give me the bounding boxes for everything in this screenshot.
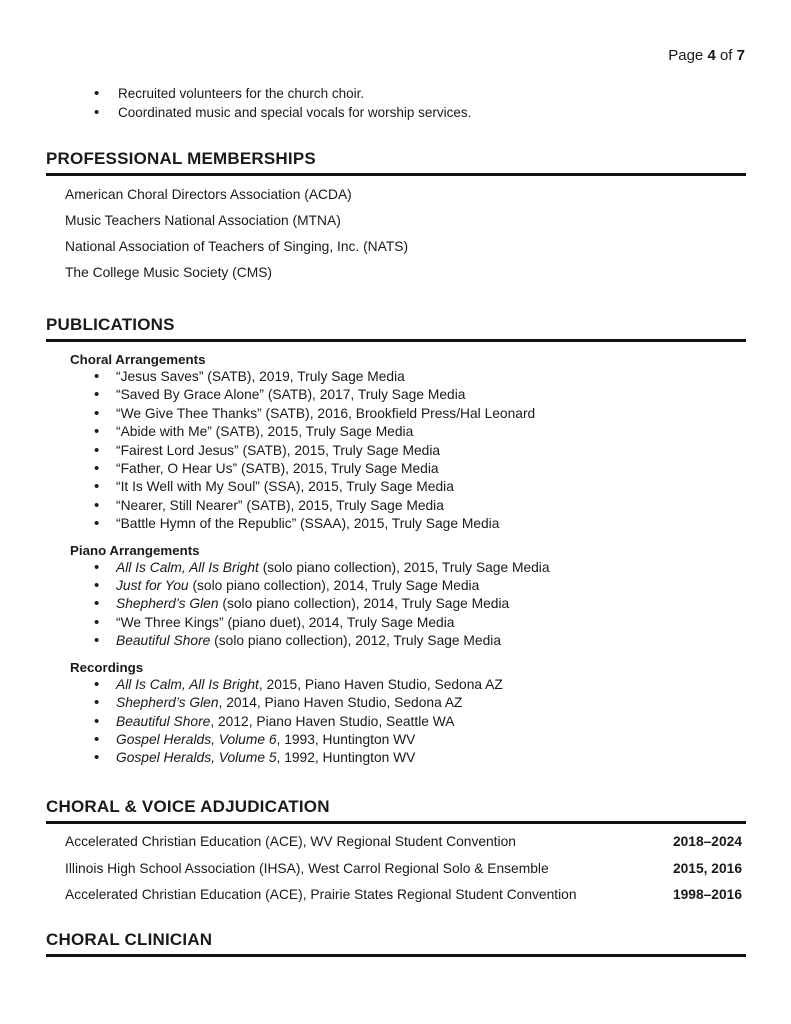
- page-of: of: [719, 47, 733, 64]
- item-detail: (solo piano collection), 2014, Truly Sage Media: [218, 596, 510, 612]
- page-number: [668, 47, 745, 64]
- list-item: Music Teachers National Association (MTNA): [65, 213, 341, 228]
- group-title: Choral Arrangements: [70, 352, 206, 367]
- item-detail: (solo piano collection), 2014, Truly Sage Media: [188, 578, 480, 594]
- item-detail: , 1992, Huntington WV: [276, 750, 416, 766]
- item-detail: (solo piano collection), 2012, Truly Sage Media: [210, 633, 502, 649]
- list-item: [116, 731, 746, 749]
- list-item: [116, 559, 746, 577]
- list-item: American Choral Directors Association (ACDA): [65, 187, 352, 202]
- choral-arrangements-group: [70, 351, 746, 534]
- item-detail: , 2012, Piano Haven Studio, Seattle WA: [210, 713, 455, 729]
- recordings-group: [70, 659, 746, 768]
- adjudication-org: Accelerated Christian Education (ACE), Prairie States Regional Student Convention: [65, 887, 577, 902]
- clinician-section: [46, 930, 746, 957]
- item-title: Beautiful Shore: [116, 633, 211, 649]
- memberships-list: [65, 185, 746, 289]
- list-item: • “It Is Well with My Soul” (SSA), 2015, Truly Sage Media: [116, 478, 746, 496]
- list-item: • “Abide with Me” (SATB), 2015, Truly Sage Media: [116, 423, 746, 441]
- list-item: • “Father, O Hear Us” (SATB), 2015, Truly Sage Media: [116, 460, 746, 478]
- section-heading: PROFESSIONAL MEMBERSHIPS: [46, 149, 746, 176]
- list-item: [116, 632, 746, 650]
- list-item: • “Fairest Lord Jesus” (SATB), 2015, Truly Sage Media: [116, 442, 746, 460]
- adjudication-list: [46, 832, 746, 912]
- item-title: Shepherd’s Glen: [116, 695, 219, 711]
- group-title: Recordings: [70, 659, 144, 675]
- list-item: • “Nearer, Still Nearer” (SATB), 2015, Truly Sage Media: [116, 497, 746, 515]
- list-item: National Association of Teachers of Singing, Inc. (NATS): [65, 239, 409, 254]
- item-title: All Is Calm, All Is Bright: [116, 559, 259, 575]
- item-detail: (solo piano collection), 2015, Truly Sage Media: [258, 559, 550, 575]
- adjudication-section: [46, 797, 746, 912]
- section-heading: CHORAL CLINICIAN: [46, 930, 746, 957]
- list-item: [116, 694, 746, 712]
- list-item: [116, 676, 746, 694]
- list-item: • “Saved By Grace Alone” (SATB), 2017, Truly Sage Media: [116, 386, 746, 404]
- list-item: [116, 614, 746, 632]
- table-row: [65, 885, 742, 912]
- intro-bullet-list: [92, 85, 471, 122]
- item-title: All Is Calm, All Is Bright: [116, 676, 259, 692]
- item-detail: , 2015, Piano Haven Studio, Sedona AZ: [258, 676, 503, 692]
- section-heading: CHORAL & VOICE ADJUDICATION: [46, 797, 746, 824]
- choral-list: [70, 368, 746, 534]
- list-item: [116, 577, 746, 595]
- publications-section: [46, 315, 746, 768]
- item-title: Shepherd’s Glen: [116, 596, 219, 612]
- memberships-section: [46, 149, 746, 289]
- section-heading: PUBLICATIONS: [46, 315, 746, 342]
- adjudication-org: Illinois High School Association (IHSA), West Carrol Regional Solo & Ensemble: [65, 860, 549, 876]
- table-row: [65, 859, 742, 886]
- adjudication-org: Accelerated Christian Education (ACE), WV Regional Student Convention: [65, 834, 516, 849]
- list-item: • “We Give Thee Thanks” (SATB), 2016, Brookfield Press/Hal Leonard: [116, 405, 746, 423]
- adjudication-years: 1998–2016: [672, 887, 742, 902]
- list-item: [116, 749, 746, 767]
- group-title: Piano Arrangements: [70, 542, 200, 558]
- recordings-list: [70, 676, 746, 768]
- item-detail: , 2014, Piano Haven Studio, Sedona AZ: [218, 695, 463, 711]
- list-item: • “Battle Hymn of the Republic” (SSAA), 2015, Truly Sage Media: [116, 515, 746, 533]
- item-detail: , 1993, Huntington WV: [276, 731, 416, 747]
- page-total: 7: [736, 47, 745, 64]
- item-detail: “We Three Kings” (piano duet), 2014, Truly Sage Media: [116, 614, 455, 630]
- list-item: • Coordinated music and special vocals for worship services.: [118, 104, 471, 123]
- list-item: The College Music Society (CMS): [65, 265, 273, 280]
- page-current: 4: [707, 47, 716, 64]
- item-title: Beautiful Shore: [116, 713, 211, 729]
- list-item: [116, 595, 746, 613]
- item-title: Just for You: [116, 578, 189, 594]
- list-item: [116, 713, 746, 731]
- item-title: Gospel Heralds, Volume 5: [116, 750, 277, 766]
- piano-arrangements-group: [70, 542, 746, 651]
- list-item: • Recruited volunteers for the church choir.: [118, 85, 471, 104]
- piano-list: [70, 559, 746, 651]
- item-title: Gospel Heralds, Volume 6: [116, 731, 277, 747]
- table-row: [65, 832, 742, 859]
- page-label: Page: [668, 47, 704, 64]
- adjudication-years: 2015, 2016: [672, 860, 742, 876]
- list-item: • “Jesus Saves” (SATB), 2019, Truly Sage Media: [116, 368, 746, 386]
- adjudication-years: 2018–2024: [672, 834, 742, 849]
